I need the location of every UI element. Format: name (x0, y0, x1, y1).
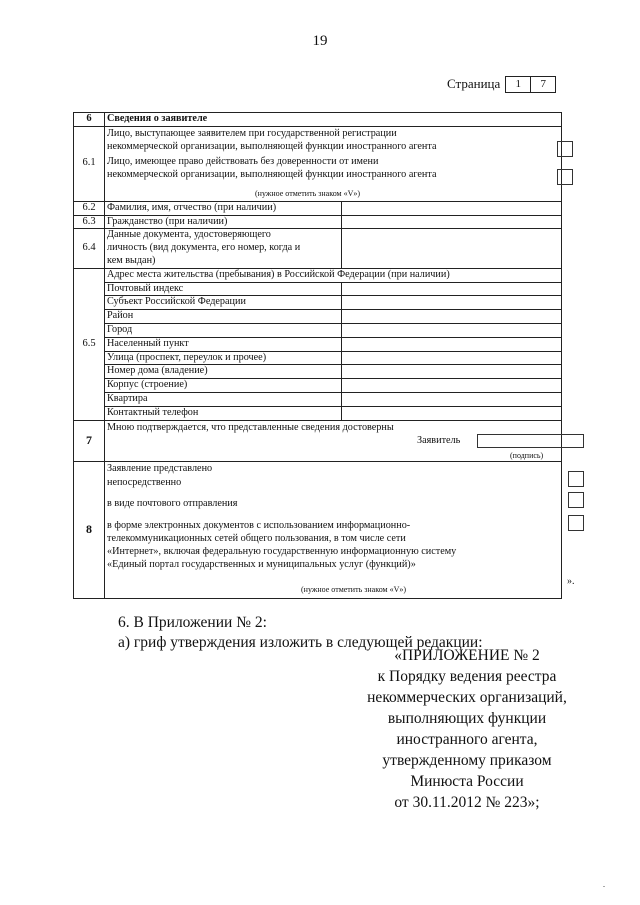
row-6-1-content (105, 127, 561, 201)
appendix-line5: иностранного агента, (396, 731, 538, 748)
row-6-3-label: Гражданство (при наличии) (105, 215, 342, 229)
address-field-value[interactable] (342, 392, 562, 406)
address-field-value[interactable] (342, 337, 562, 351)
section8-option3-line3: «Интернет», включая федеральную государственную информационную систему (107, 545, 457, 557)
appendix-line3: некоммерческих организаций, (367, 689, 567, 706)
row-6-4-label-line1: Данные документа, удостоверяющего (107, 229, 271, 241)
address-field-label: Субъект Российской Федерации (105, 296, 342, 310)
row-6-2-num: 6.2 (74, 201, 105, 215)
row-6-1-note: (нужное отметить знаком «V») (255, 188, 361, 198)
appendix-line7: Минюста России (410, 773, 524, 790)
appendix-line4: выполняющих функции (387, 710, 547, 727)
address-field-value[interactable] (342, 379, 562, 393)
page-counter-cell-1: 1 (505, 76, 531, 93)
section8-title: Заявление представлено (107, 462, 213, 474)
address-field-label: Почтовый индекс (105, 282, 342, 296)
row-6-4-label-line3: кем выдан) (107, 254, 156, 266)
page-counter-cell-2: 7 (530, 76, 556, 93)
signature-field[interactable] (477, 434, 584, 448)
section8-option1: непосредственно (107, 476, 182, 488)
address-field-value[interactable] (342, 365, 562, 379)
appendix-stamp (352, 645, 582, 813)
address-field-label: Корпус (строение) (105, 379, 342, 393)
section8-option3-line2: телекоммуникационных сетей общего пользования, в том числе сети (107, 532, 406, 544)
row-6-4-num: 6.4 (74, 229, 105, 268)
address-field-value[interactable] (342, 406, 562, 420)
quote-end-mark: ». (567, 576, 575, 587)
row-6-2-value[interactable] (342, 201, 562, 215)
row-6-1-option1-line2: некоммерческой организации, выполняющей функции иностранного агента (107, 140, 437, 152)
appendix-line1: «ПРИЛОЖЕНИЕ № 2 (394, 647, 540, 664)
row-6-4-label-line2: личность (вид документа, его номер, когда и (107, 242, 301, 254)
address-field-label: Контактный телефон (105, 406, 342, 420)
row-6-1-option2-line1: Лицо, имеющее право действовать без доверенности от имени (107, 155, 379, 167)
page-counter (447, 75, 556, 93)
row-6-3-num: 6.3 (74, 215, 105, 229)
signature-note: (подпись) (510, 450, 544, 460)
page-number: 19 (312, 33, 328, 49)
row-6-3-value[interactable] (342, 215, 562, 229)
section8-note: (нужное отметить знаком «V») (301, 584, 407, 594)
address-field-value[interactable] (342, 296, 562, 310)
body-item-6: 6. В Приложении № 2: (118, 614, 267, 631)
address-field-value[interactable] (342, 282, 562, 296)
address-field-label: Город (105, 323, 342, 337)
section8-option2-checkbox[interactable] (568, 492, 584, 508)
section8-num: 8 (74, 461, 105, 598)
section8-option1-checkbox[interactable] (568, 471, 584, 487)
section7-num: 7 (74, 420, 105, 461)
address-field-label: Населенный пункт (105, 337, 342, 351)
row-6-5-header: Адрес места жительства (пребывания) в Российской Федерации (при наличии) (105, 268, 562, 282)
appendix-line6: утвержденному приказом (382, 752, 552, 769)
address-field-label: Район (105, 310, 342, 324)
address-field-label: Номер дома (владение) (105, 365, 342, 379)
applicant-form-table (73, 112, 562, 599)
row-6-1-num: 6.1 (74, 126, 105, 201)
section7-title: Мною подтверждается, что представленные сведения достоверны (107, 421, 394, 433)
address-field-value[interactable] (342, 323, 562, 337)
address-field-label: Квартира (105, 392, 342, 406)
row-6-1-option2-checkbox[interactable] (557, 169, 573, 185)
scan-dot: . (603, 880, 605, 889)
section6-num: 6 (74, 113, 105, 127)
applicant-label: Заявитель (417, 434, 461, 446)
section8-option3-checkbox[interactable] (568, 515, 584, 531)
section8-option3-line4: «Единый портал государственных и муниципальных услуг (функций)» (107, 558, 416, 570)
section6-title: Сведения о заявителе (105, 113, 562, 127)
page-counter-label: Страница (447, 76, 501, 92)
row-6-4-label (105, 229, 342, 268)
appendix-line2: к Порядку ведения реестра (377, 668, 557, 685)
row-6-1-option2-line2: некоммерческой организации, выполняющей функции иностранного агента (107, 168, 437, 180)
address-field-value[interactable] (342, 310, 562, 324)
section7-content (105, 421, 561, 461)
row-6-1-option1-checkbox[interactable] (557, 141, 573, 157)
row-6-1-option1-line1: Лицо, выступающее заявителем при государственной регистрации (107, 127, 397, 139)
row-6-4-value[interactable] (342, 229, 562, 268)
body-item-a: а) гриф утверждения изложить в следующей редакции: (118, 634, 483, 651)
appendix-line8: от 30.11.2012 № 223»; (394, 794, 540, 811)
section8-option2: в виде почтового отправления (107, 497, 238, 509)
row-6-2-label: Фамилия, имя, отчество (при наличии) (105, 201, 342, 215)
address-field-label: Улица (проспект, переулок и прочее) (105, 351, 342, 365)
row-6-5-num: 6.5 (74, 268, 105, 420)
address-field-value[interactable] (342, 351, 562, 365)
section8-content (105, 462, 561, 598)
section8-option3-line1: в форме электронных документов с использованием информационно- (107, 519, 411, 531)
